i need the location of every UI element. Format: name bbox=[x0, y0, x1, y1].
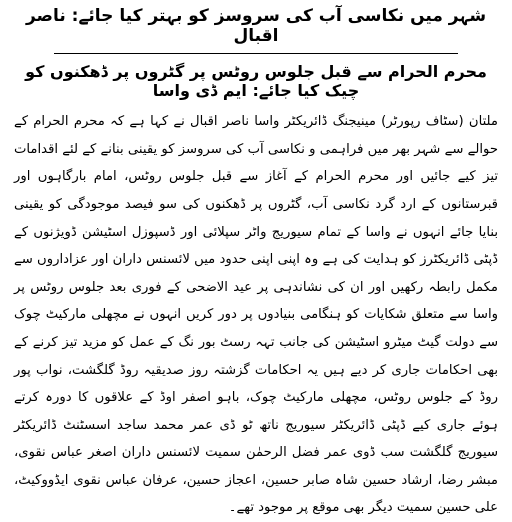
subheadline: محرم الحرام سے قبل جلوس روٹس پر گٹروں پر ڈھکنوں کو چیک کیا جائے: ایم ڈی واسا bbox=[25, 61, 487, 100]
article-body: ملتان (سٹاف رپورٹر) مینیجنگ ڈائریکٹر واسا ناصر اقبال نے کہا ہے کہ محرم الحرام کے حوالے سے شہر بھر میں فراہمی و نکاسی آب کی سروسز کو یقینی بنانے کے لئے اقدامات تیز کیے جائیں اور محرم الحرام کے آغاز سے قبل جلوس روٹس، امام بارگاہوں اور قبرستانوں کے ارد گرد نکاسی آب، گٹروں پر ڈھکنوں کی سو فیصد موجودگی کو یقینی بنایا جائے انہوں نے واسا کے تمام سیوریج واٹر سپلائی اور ڈسپوزل اسٹیشن ڈویژنوں کے ڈپٹی ڈائریکٹرز کو ہدایت کی ہے وہ اپنی اپنی حدود میں لائسنس داران اور عزاداروں سے مکمل رابطہ رکھیں اور ان کی نشاندہی پر عید الاضحی کے فوری بعد جلوس روٹس پر واسا سے متعلق شکایات کو ہنگامی بنیادوں پر دور کریں انہوں نے مچھلی مارکیٹ چوک سے دولت گیٹ میٹرو اسٹیشن کی جانب تہہ رسٹ بور نگ کے عمل کو مزید تیز کرنے کے بھی احکامات جاری کر دیے ہیں یہ احکامات گزشتہ روز صدیقیہ روڈ گلگشت، نواب پور روڈ کے جلوس روٹس، مچھلی مارکیٹ چوک، باہو اصفر اوڈ کے علاقوں کا دورہ کرتے ہوئے جاری کیے ڈپٹی ڈائریکٹر سیوریج ناتھ ٹو ڈی عمر محمد ساجد اسسٹنٹ ڈائریکٹر سیوریج گلگشت سب ڈوی عمر فضل الرحمٰن سمیت لائسنس داران اصغر عباس نقوی، مبشر رضا، ارشاد حسین شاہ صابر حسین، اعجاز حسین، عرفان عباس نقوی ایڈووکیٹ، علی حسین سمیت دیگر بھی موقع پر موجود تھے۔ bbox=[14, 114, 498, 516]
headline-divider bbox=[54, 53, 458, 54]
headline: شہر میں نکاسی آب کی سروسز کو بہتر کیا جائے: ناصر اقبال bbox=[25, 6, 487, 47]
